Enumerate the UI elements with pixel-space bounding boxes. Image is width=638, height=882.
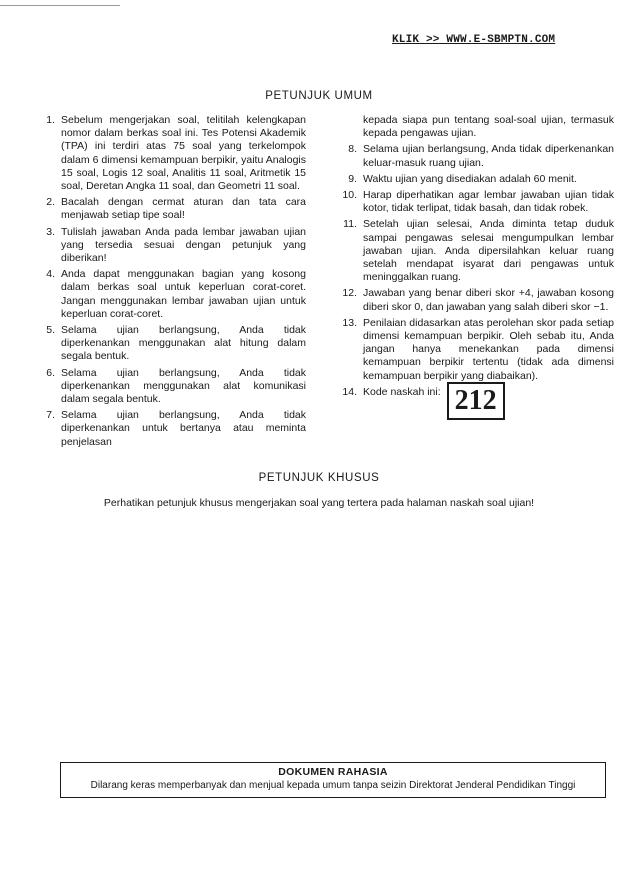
instruction-text: Penilaian didasarkan atas perolehan skor pada setiap dimensi kemampuan berpikir. Oleh sebab itu, Anda jangan hanya menekankan pada dimensi kemampuan berpikir tertentu (tidak ada dimensi kemampuan berpikir yang diabaikan). [363, 316, 614, 382]
instruction-text: Bacalah dengan cermat aturan dan tata cara menjawab setiap tipe soal! [61, 196, 306, 222]
instruction-item [338, 317, 614, 383]
exam-code-box: 212 [447, 382, 505, 420]
instruction-number: 11. [343, 218, 357, 231]
instruction-item [36, 268, 306, 321]
instruction-item [338, 173, 614, 186]
general-instructions-right-column [338, 114, 614, 423]
instruction-number: 14. [342, 385, 357, 398]
exam-code-label: Kode naskah ini: [363, 385, 441, 398]
instruction-number: 5. [46, 324, 55, 337]
instruction-item [36, 367, 306, 407]
instruction-text: Jawaban yang benar diberi skor +4, jawaban kosong diberi skor 0, dan jawaban yang salah diberi skor −1. [363, 287, 614, 313]
instruction-number: 9. [348, 172, 357, 185]
instruction-number: 12. [342, 287, 357, 300]
instruction-item [338, 287, 614, 313]
instruction-number: 10. [342, 189, 357, 202]
instruction-number: 4. [46, 268, 55, 281]
instruction-text: Waktu ujian yang disediakan adalah 60 menit. [363, 172, 577, 185]
instruction-item [338, 189, 614, 215]
instruction-item [36, 196, 306, 222]
special-instructions-text: Perhatikan petunjuk khusus mengerjakan soal yang tertera pada halaman naskah soal ujian! [103, 497, 535, 509]
top-divider [0, 5, 120, 6]
confidential-notice-title: DOKUMEN RAHASIA [278, 766, 388, 778]
exam-code-row [363, 386, 614, 420]
confidential-notice-text: Dilarang keras memperbanyak dan menjual kepada umum tanpa seizin Direktorat Jenderal Pendidikan Tinggi [90, 780, 576, 791]
general-instructions-title: PETUNJUK UMUM [265, 90, 373, 102]
header-website-link[interactable]: KLIK >> WWW.E-SBMPTN.COM [392, 34, 556, 46]
instruction-number: 7. [46, 409, 55, 422]
instruction-number: 3. [46, 225, 55, 238]
instruction-item [36, 226, 306, 266]
instruction-text: Selama ujian berlangsung, Anda tidak diperkenankan menggunakan alat komunikasi dalam segala bentuk. [61, 366, 306, 406]
instruction-number: 13. [342, 316, 357, 329]
instruction-text: Tulislah jawaban Anda pada lembar jawaban ujian yang tersedia sesuai dengan petunjuk yang diberikan! [61, 225, 306, 265]
confidential-notice [60, 762, 606, 798]
instruction-number: 1. [46, 114, 55, 126]
general-instructions-left-column [36, 114, 306, 452]
instruction-item [36, 114, 306, 193]
instruction-number: 8. [348, 143, 357, 156]
instruction-text: Selama ujian berlangsung, Anda tidak diperkenankan menggunakan alat hitung dalam segala bentuk. [61, 324, 306, 363]
instruction-item [338, 218, 614, 284]
special-instructions-title: PETUNJUK KHUSUS [258, 472, 380, 484]
instruction-text: Harap diperhatikan agar lembar jawaban ujian tidak kotor, tidak terlipat, tidak basah, dan tidak robek. [363, 189, 614, 215]
instruction-text: Selama ujian berlangsung, Anda tidak diperkenankan keluar-masuk ruang ujian. [363, 143, 614, 169]
instruction-item [36, 409, 306, 449]
instruction-text: Sebelum mengerjakan soal, telitilah kelengkapan nomor dalam berkas soal ini. Tes Potensi Akademik (TPA) ini terdiri atas 75 soal yang terkelompok dalam 6 dimensi kemampuan berpikir, yaitu Analogis 15 soal, Logis 12 soal, Analitis 11 soal, Aritmetik 15 soal, Deretan Angka 11 soal, dan Geometri 11 soal. [61, 114, 306, 193]
instruction-item [36, 324, 306, 364]
instruction-continuation: kepada siapa pun tentang soal-soal ujian, termasuk kepada pengawas ujian. [363, 114, 614, 140]
exam-code-item [338, 386, 614, 420]
instruction-text: Setelah ujian selesai, Anda diminta tetap duduk sampai pengawas selesai mengumpulkan lembar jawaban ujian. Anda dipersilahkan keluar ruang setelah mendapat isyarat dari pengawas untuk meninggalkan ruang. [363, 218, 614, 284]
instruction-number: 6. [46, 366, 55, 379]
instruction-text: Anda dapat menggunakan bagian yang kosong dalam berkas soal untuk keperluan corat-coret. Jangan menggunakan lembar jawaban ujian untuk keperluan corat-coret. [61, 268, 306, 320]
instruction-item [338, 143, 614, 169]
instruction-number: 2. [46, 196, 55, 209]
instruction-text: Selama ujian berlangsung, Anda tidak diperkenankan untuk bertanya atau meminta penjelasan [61, 409, 306, 448]
